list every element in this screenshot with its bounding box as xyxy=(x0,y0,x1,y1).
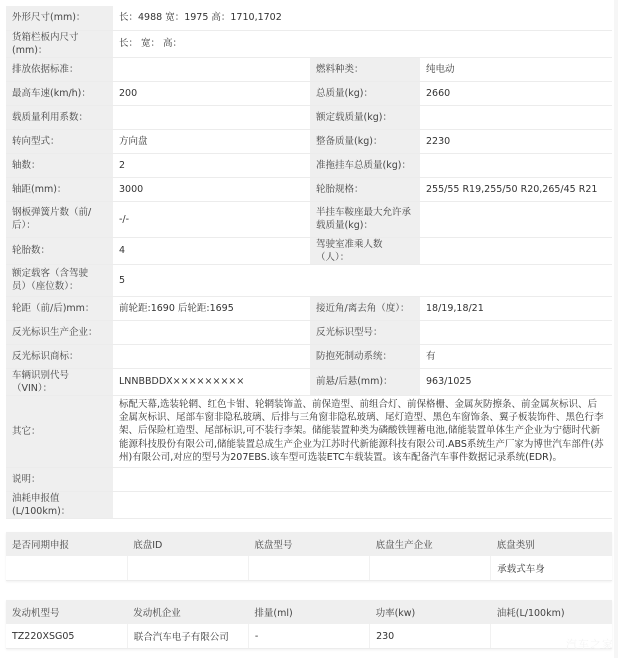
spec-label: 货箱栏板内尺寸(mm)： xyxy=(6,30,113,57)
table-cell: 230 xyxy=(370,624,491,649)
spec-row xyxy=(6,129,612,153)
table-cell xyxy=(370,556,491,581)
spec-label: 反光标识型号： xyxy=(310,320,420,344)
spec-value: 纯电动 xyxy=(420,57,612,81)
watermark-logo: 汽车之家 xyxy=(566,638,614,651)
spec-row xyxy=(6,237,612,264)
spec-value: 4 xyxy=(113,237,310,264)
spec-row xyxy=(6,344,612,368)
spec-label: 燃料种类： xyxy=(310,57,420,81)
spec-value xyxy=(420,201,612,237)
spec-row xyxy=(6,264,612,296)
spec-value xyxy=(113,57,310,81)
column-header: 排量(ml) xyxy=(248,600,369,624)
spec-value xyxy=(420,237,612,264)
spec-value xyxy=(113,344,310,368)
spec-value: 255/55 R19,255/50 R20,265/45 R21 xyxy=(420,177,612,201)
column-header: 是否同期申报 xyxy=(6,532,127,556)
spec-value xyxy=(420,320,612,344)
spec-value: 前轮距:1690 后轮距:1695 xyxy=(113,296,310,320)
spec-label: 说明： xyxy=(6,467,113,491)
spec-label: 驾驶室准乘人数（人）： xyxy=(310,237,420,264)
column-header: 油耗(L/100km) xyxy=(491,600,612,624)
table-cell: 承载式车身 xyxy=(491,556,612,581)
spec-label: 整备质量(kg)： xyxy=(310,129,420,153)
spec-value: 3000 xyxy=(113,177,310,201)
column-header: 底盘ID xyxy=(127,532,248,556)
spec-label: 轮距（前/后)mm： xyxy=(6,296,113,320)
spec-label: 外形尺寸(mm)： xyxy=(6,6,113,30)
spec-row-dimensions xyxy=(6,6,612,30)
column-header: 功率(kw) xyxy=(370,600,491,624)
table-row xyxy=(6,556,612,581)
spec-label: 轴数： xyxy=(6,153,113,177)
spec-value: 2660 xyxy=(420,81,612,105)
spec-label: 反光标识生产企业： xyxy=(6,320,113,344)
spec-row xyxy=(6,296,612,320)
spec-value: 有 xyxy=(420,344,612,368)
spec-label: 转向型式： xyxy=(6,129,113,153)
spec-value xyxy=(113,491,612,518)
spec-label: 其它： xyxy=(6,395,113,467)
spec-label: 额定载客（含驾驶员）（座位数）： xyxy=(6,264,113,296)
spec-value: 长： 宽： 高： xyxy=(113,30,612,57)
spec-label: 车辆识别代号（VIN）： xyxy=(6,368,113,395)
spec-label: 总质量(kg)： xyxy=(310,81,420,105)
engine-table xyxy=(6,600,612,649)
spec-value xyxy=(420,105,612,129)
spec-value: -/- xyxy=(113,201,310,237)
spec-row-other xyxy=(6,395,612,467)
table-cell xyxy=(127,556,248,581)
spec-value: 长：4988 宽：1975 高：1710,1702 xyxy=(113,6,612,30)
spec-value: 18/19,18/21 xyxy=(420,296,612,320)
spec-value xyxy=(113,467,612,491)
spec-label: 接近角/离去角（度）： xyxy=(310,296,420,320)
spec-value xyxy=(113,320,310,344)
engine-header-row xyxy=(6,600,612,624)
table-cell: 联合汽车电子有限公司 xyxy=(127,624,248,649)
spec-row xyxy=(6,368,612,395)
spec-value: 200 xyxy=(113,81,310,105)
spec-row xyxy=(6,201,612,237)
column-header: 底盘生产企业 xyxy=(370,532,491,556)
spec-empty-cell xyxy=(310,264,420,296)
spec-empty-cell xyxy=(420,264,612,296)
spec-label: 钢板弹簧片数（前/后）： xyxy=(6,201,113,237)
chassis-header-row xyxy=(6,532,612,556)
spec-row-fuel-declared xyxy=(6,491,612,518)
table-cell: - xyxy=(248,624,369,649)
spec-label: 额定载质量(kg)： xyxy=(310,105,420,129)
spec-value: 963/1025 xyxy=(420,368,612,395)
spec-row xyxy=(6,153,612,177)
spec-value: 2 xyxy=(113,153,310,177)
spec-value: LNNBBDDX××××××××× xyxy=(113,368,310,395)
right-edge-shade xyxy=(614,0,618,658)
spec-value xyxy=(113,105,310,129)
spec-label: 轮胎规格： xyxy=(310,177,420,201)
table-cell xyxy=(6,556,127,581)
table-cell: TZ220XSG05 xyxy=(6,624,127,649)
column-header: 底盘类别 xyxy=(491,532,612,556)
spec-label: 轮胎数： xyxy=(6,237,113,264)
spec-value: 方向盘 xyxy=(113,129,310,153)
table-cell xyxy=(248,556,369,581)
spec-label: 半挂车鞍座最大允许承载质量(kg)： xyxy=(310,201,420,237)
spec-row xyxy=(6,177,612,201)
column-header: 发动机企业 xyxy=(127,600,248,624)
spec-row xyxy=(6,105,612,129)
spec-label: 防抱死制动系统： xyxy=(310,344,420,368)
column-header: 发动机型号 xyxy=(6,600,127,624)
spec-label: 油耗申报值(L/100km)： xyxy=(6,491,113,518)
spec-label: 准拖挂车总质量(kg)： xyxy=(310,153,420,177)
spec-row xyxy=(6,81,612,105)
spec-row-note xyxy=(6,467,612,491)
spec-label: 反光标识商标： xyxy=(6,344,113,368)
spec-row-cargo-box xyxy=(6,30,612,57)
spec-row xyxy=(6,57,612,81)
spec-value xyxy=(420,153,612,177)
spec-row xyxy=(6,320,612,344)
column-header: 底盘型号 xyxy=(248,532,369,556)
vehicle-spec-table xyxy=(6,6,612,519)
spec-label: 轴距(mm)： xyxy=(6,177,113,201)
chassis-table xyxy=(6,532,612,581)
table-row xyxy=(6,624,612,649)
spec-label: 最高车速(km/h)： xyxy=(6,81,113,105)
spec-label: 载质量利用系数： xyxy=(6,105,113,129)
spec-value: 2230 xyxy=(420,129,612,153)
spec-value: 标配天幕,选装轮辋、红色卡钳、轮辋装饰盖、前保造型、前组合灯、前保格栅、金属灰防擦条、前金属灰标识、后金属灰标识、尾部车窗非隐私玻璃、后排与三角窗非隐私玻璃、尾灯造型、黑色车窗饰条、翼子板装饰件、黑色行李架、后保险杠造型、尾部标识,可不装行李架。储能装置种类为磷酸铁锂蓄电池,储能装置单体生产企业为宁德时代新能源科技股份有限公司,储能装置总成生产企业为江苏时代新能源科技有限公司.ABS系统生产厂家为博世汽车部件(苏州)有限公司,对应的型号为207EBS.该车型可选装ETC车载装置。该车配备汽车事件数据记录系统(EDR)。 xyxy=(113,395,612,467)
spec-label: 前悬/后悬(mm)： xyxy=(310,368,420,395)
spec-label: 排放依据标准： xyxy=(6,57,113,81)
spec-value: 5 xyxy=(113,264,310,296)
